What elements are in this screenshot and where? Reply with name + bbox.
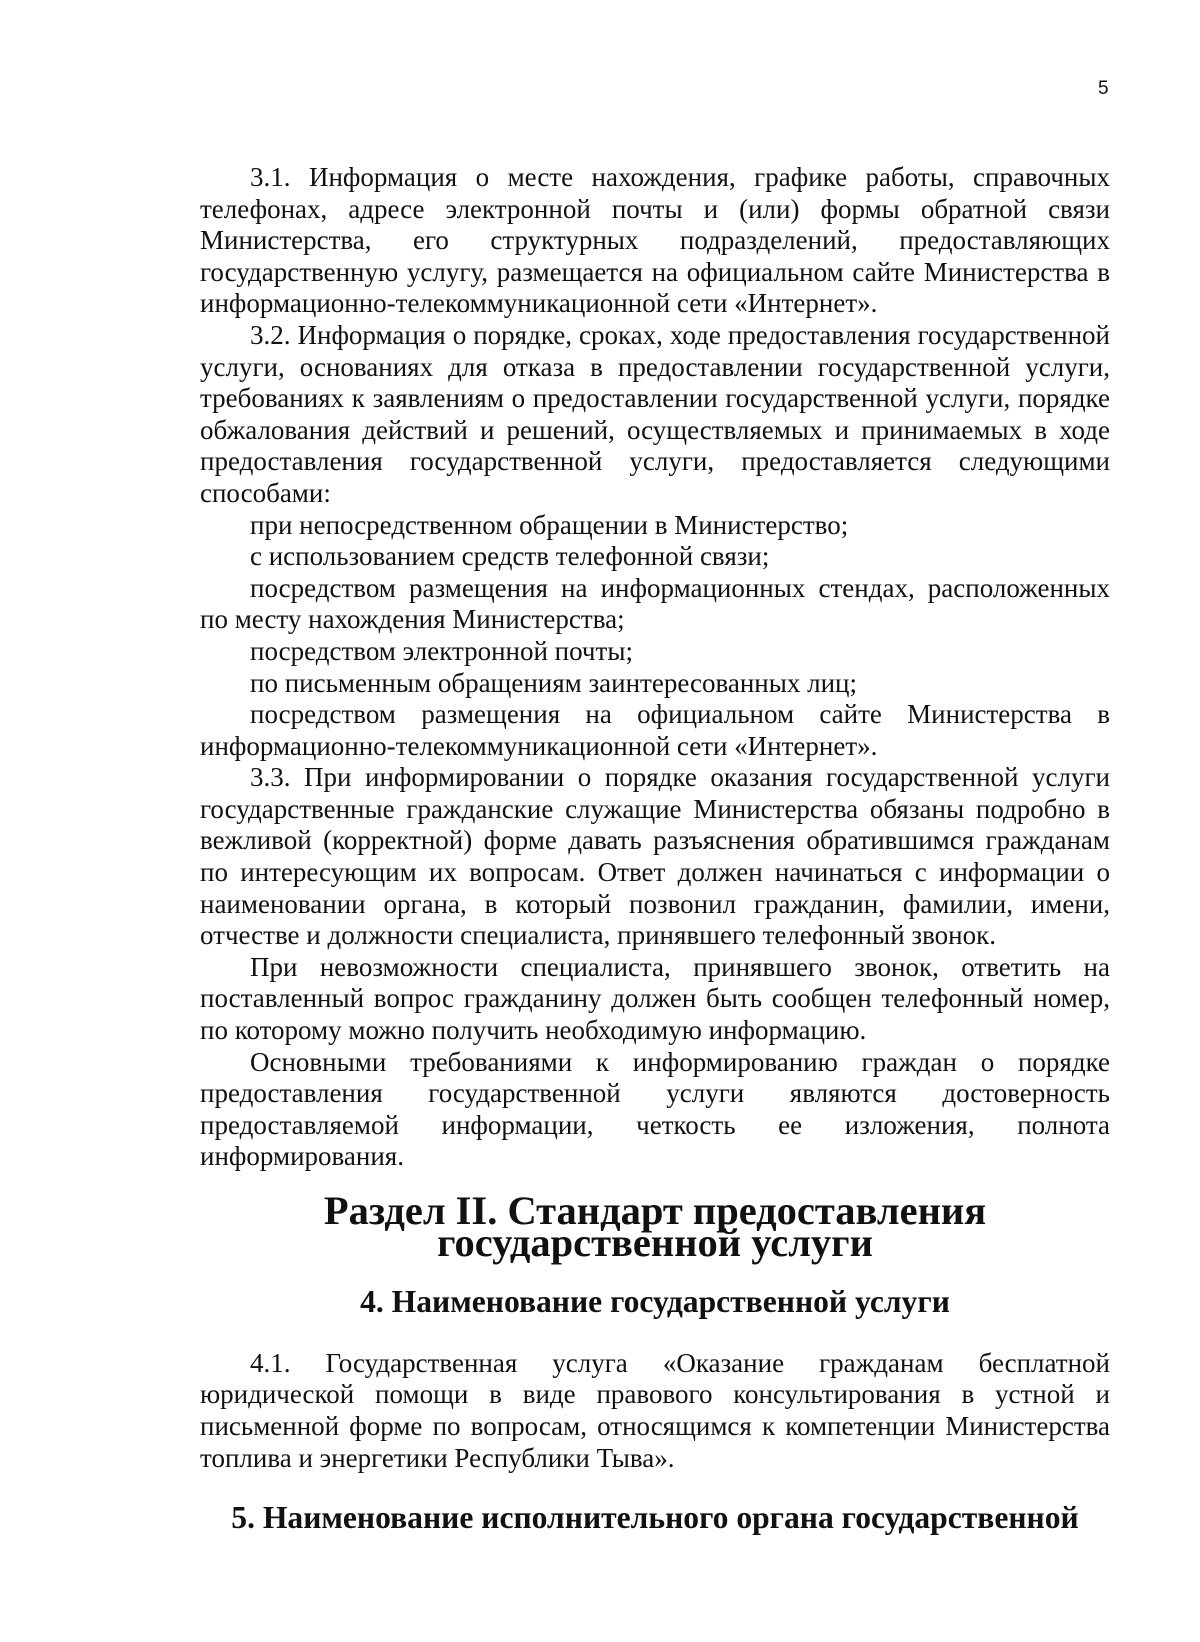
paragraph-3-2: 3.2. Информация о порядке, сроках, ходе предоставления государственной услуги, основаниях для отказа в предоставлении государственной услуги, требованиях к заявлениям о предоставлении государственной услуги, порядке обжалования действий и решений, осуществляемых и принимаемых в ходе предоставления государственной услуги, предоставляется следующими способами: xyxy=(200,319,1110,508)
list-item: посредством электронной почты; xyxy=(250,635,633,666)
paragraph-3-3: 3.3. При информировании о порядке оказания государственной услуги государственные гражданские служащие Министерства обязаны подробно в вежливой (корректной) форме давать разъяснения обратившимся гражданам по интересующим их вопросам. Ответ должен начинаться с информации о наименовании органа, в который позвонил гражданин, фамилии, имени, отчестве и должности специалиста, принявшего телефонный звонок. xyxy=(200,762,1110,951)
section-4-heading: 4. Наименование государственной услуги xyxy=(360,1284,950,1320)
list-item: с использованием средств телефонной связи; xyxy=(250,541,770,572)
paragraph-requirements: Основными требованиями к информированию граждан о порядке предоставления государственной услуги являются достоверность предоставляемой информации, четкость ее изложения, полнота информирования. xyxy=(200,1046,1110,1172)
list-item: по письменным обращениям заинтересованных лиц; xyxy=(250,667,857,698)
paragraph-4-1: 4.1. Государственная услуга «Оказание гражданам бесплатной юридической помощи в виде правового консультирования в устной и письменной форме по вопросам, относящимся к компетенции Министерства топлива и энергетики Республики Тыва». xyxy=(200,1347,1110,1473)
section-2-heading: Раздел II. Стандарт предоставления государственной услуги xyxy=(323,1188,987,1265)
list-item: посредством размещения на информационных стендах, расположенных по месту нахождения Министерства; xyxy=(200,572,1110,635)
page-number: 5 xyxy=(1098,78,1109,99)
section-5-heading: 5. Наименование исполнительного органа государственной xyxy=(231,1500,1079,1536)
list-item: при непосредственном обращении в Министерство; xyxy=(250,509,849,540)
list-item: посредством размещения на официальном сайте Министерства в информационно-телекоммуникационной сети «Интернет». xyxy=(200,699,1110,761)
paragraph-phone-number: При невозможности специалиста, принявшего звонок, ответить на поставленный вопрос гражданину должен быть сообщен телефонный номер, по которому можно получить необходимую информацию. xyxy=(200,951,1110,1046)
paragraph-3-1: 3.1. Информация о месте нахождения, графике работы, справочных телефонах, адресе электронной почты и (или) формы обратной связи Министерства, его структурных подразделений, предоставляющих государственную услугу, размещается на официальном сайте Министерства в информационно-телекоммуникационной сети «Интернет». xyxy=(200,162,1110,319)
document-body xyxy=(200,162,1110,1534)
